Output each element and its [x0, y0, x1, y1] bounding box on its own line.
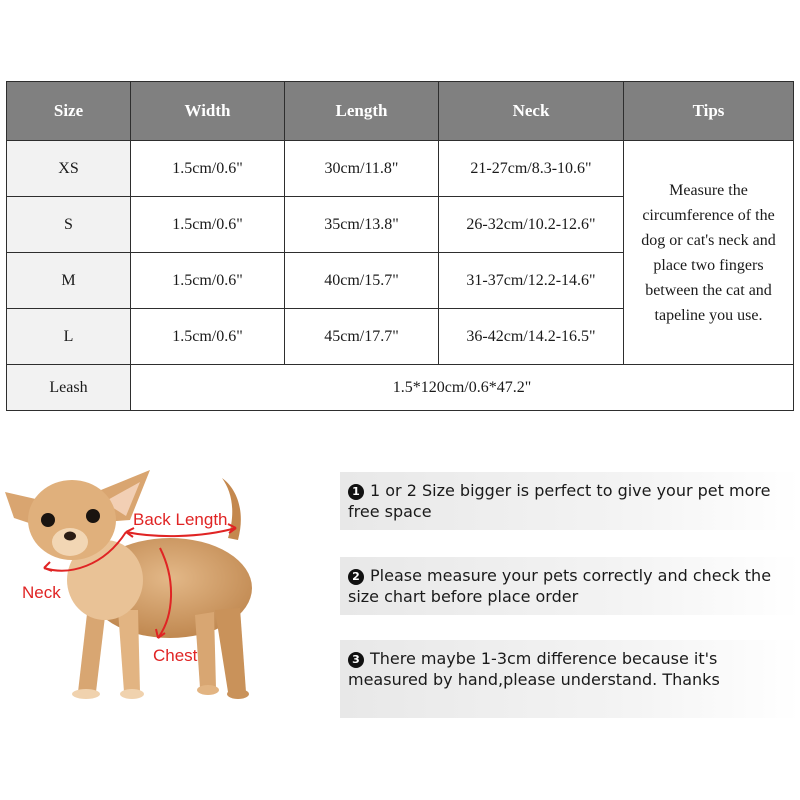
header-size: Size: [7, 82, 131, 141]
dog-nose: [64, 532, 76, 541]
tip-text: 1 or 2 Size bigger is perfect to give your pet more free space: [348, 481, 771, 521]
size-cell: S: [7, 197, 131, 253]
length-cell: 30cm/11.8": [285, 141, 439, 197]
width-cell: 1.5cm/0.6": [131, 197, 285, 253]
leash-value: 1.5*120cm/0.6*47.2": [131, 365, 794, 411]
width-cell: 1.5cm/0.6": [131, 141, 285, 197]
dog-front-leg: [118, 610, 140, 692]
tip-number-badge: 3: [348, 652, 364, 668]
tip-item: [340, 640, 800, 718]
neck-cell: 21-27cm/8.3-10.6": [439, 141, 624, 197]
length-cell: 45cm/17.7": [285, 309, 439, 365]
header-tips: Tips: [624, 82, 794, 141]
header-neck: Neck: [439, 82, 624, 141]
leash-label: Leash: [7, 365, 131, 411]
length-cell: 35cm/13.8": [285, 197, 439, 253]
dog-back-leg: [195, 612, 216, 688]
width-cell: 1.5cm/0.6": [131, 253, 285, 309]
dog-paw: [197, 685, 219, 695]
back-length-label: Back Length: [133, 510, 228, 529]
neck-cell: 26-32cm/10.2-12.6": [439, 197, 624, 253]
dog-measurement-diagram: [0, 430, 320, 730]
neck-label: Neck: [22, 583, 61, 602]
tip-number-badge: 1: [348, 484, 364, 500]
dog-eye: [86, 509, 100, 523]
tip-text: There maybe 1-3cm difference because it's measured by hand,please understand. Thanks: [348, 649, 720, 689]
leash-row: [7, 365, 794, 411]
tip-number-badge: 2: [348, 569, 364, 585]
dog-eye: [41, 513, 55, 527]
table-row: [7, 141, 794, 197]
neck-cell: 31-37cm/12.2-14.6": [439, 253, 624, 309]
tip-text: Please measure your pets correctly and check the size chart before place order: [348, 566, 772, 606]
header-width: Width: [131, 82, 285, 141]
width-cell: 1.5cm/0.6": [131, 309, 285, 365]
dog-paw: [227, 689, 249, 699]
size-chart-table: [6, 81, 794, 411]
dog-paw: [120, 689, 144, 699]
tip-item: [340, 557, 800, 615]
chest-label: Chest: [153, 646, 198, 665]
neck-arrow: [44, 562, 52, 571]
dog-paw: [72, 689, 100, 699]
table-header-row: [7, 82, 794, 141]
tip-item: [340, 472, 800, 530]
dog-illustration: [0, 430, 320, 730]
length-cell: 40cm/15.7": [285, 253, 439, 309]
tips-cell: Measure the circumference of the dog or cat's neck and place two fingers between the cat and tapeline you use.: [624, 141, 794, 365]
size-cell: L: [7, 309, 131, 365]
header-length: Length: [285, 82, 439, 141]
size-cell: XS: [7, 141, 131, 197]
neck-cell: 36-42cm/14.2-16.5": [439, 309, 624, 365]
dog-back-leg: [215, 608, 246, 692]
size-cell: M: [7, 253, 131, 309]
